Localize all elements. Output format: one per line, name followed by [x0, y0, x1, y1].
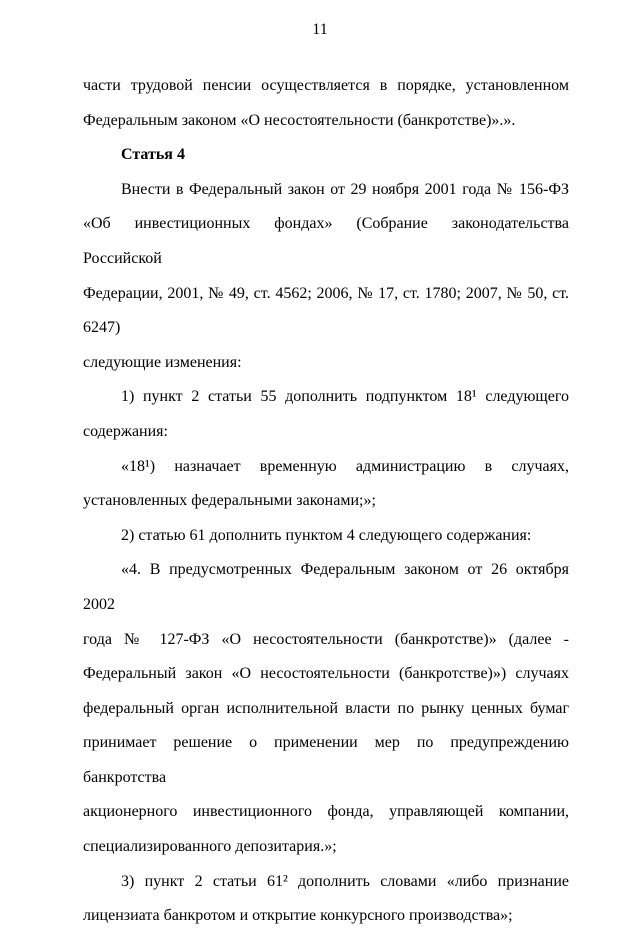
paragraph	[83, 519, 569, 554]
text-line: «18¹) назначает временную администрацию в случаях,	[121, 457, 569, 475]
document-content	[83, 69, 569, 934]
text-line: Статья 4	[121, 146, 185, 164]
text-line: содержания:	[83, 422, 168, 440]
text-line: Федерации, 2001, № 49, ст. 4562; 2006, № 17, ст. 1780; 2007, № 50, ст. 6247)	[83, 284, 569, 337]
page-number: 11	[312, 21, 328, 38]
text-line: Федеральный закон «О несостоятельности (банкротстве)») случаях	[83, 665, 569, 683]
text-line: года № 127-ФЗ «О несостоятельности (банкротстве)» (далее -	[83, 630, 569, 648]
text-line: «4. В предусмотренных Федеральным законом от 26 октября 2002	[83, 561, 569, 613]
text-line: 3) пункт 2 статьи 61² дополнить словами «либо признание	[121, 872, 569, 890]
paragraph	[83, 450, 569, 519]
text-line: 2) статью 61 дополнить пунктом 4 следующего содержания:	[121, 526, 532, 544]
text-line: «Об инвестиционных фондах» (Собрание законодательства Российской	[83, 215, 569, 267]
paragraph	[83, 553, 569, 864]
paragraph	[83, 380, 569, 449]
text-line: Внести в Федеральный закон от 29 ноября 2001 года № 156-ФЗ	[121, 180, 569, 198]
text-line: принимает решение о применении мер по предупреждению банкротства	[83, 734, 569, 786]
paragraph	[83, 173, 569, 381]
text-line: Федеральным законом «О несостоятельности (банкротстве)».».	[83, 111, 516, 129]
text-line: лицензиата банкротом и открытие конкурсного производства»;	[83, 907, 513, 925]
text-line: установленных федеральными законами;»;	[83, 492, 376, 510]
paragraph	[83, 865, 569, 934]
text-line: федеральный орган исполнительной власти по рынку ценных бумаг	[83, 699, 569, 717]
article-heading	[83, 138, 569, 173]
text-line: специализированного депозитария.»;	[83, 838, 337, 856]
text-line: акционерного инвестиционного фонда, управляющей компании,	[83, 803, 569, 821]
text-line: следующие изменения:	[83, 353, 242, 371]
text-line: 1) пункт 2 статьи 55 дополнить подпунктом 18¹ следующего	[121, 388, 569, 406]
paragraph	[83, 69, 569, 138]
text-line: части трудовой пенсии осуществляется в порядке, установленном	[83, 77, 569, 94]
